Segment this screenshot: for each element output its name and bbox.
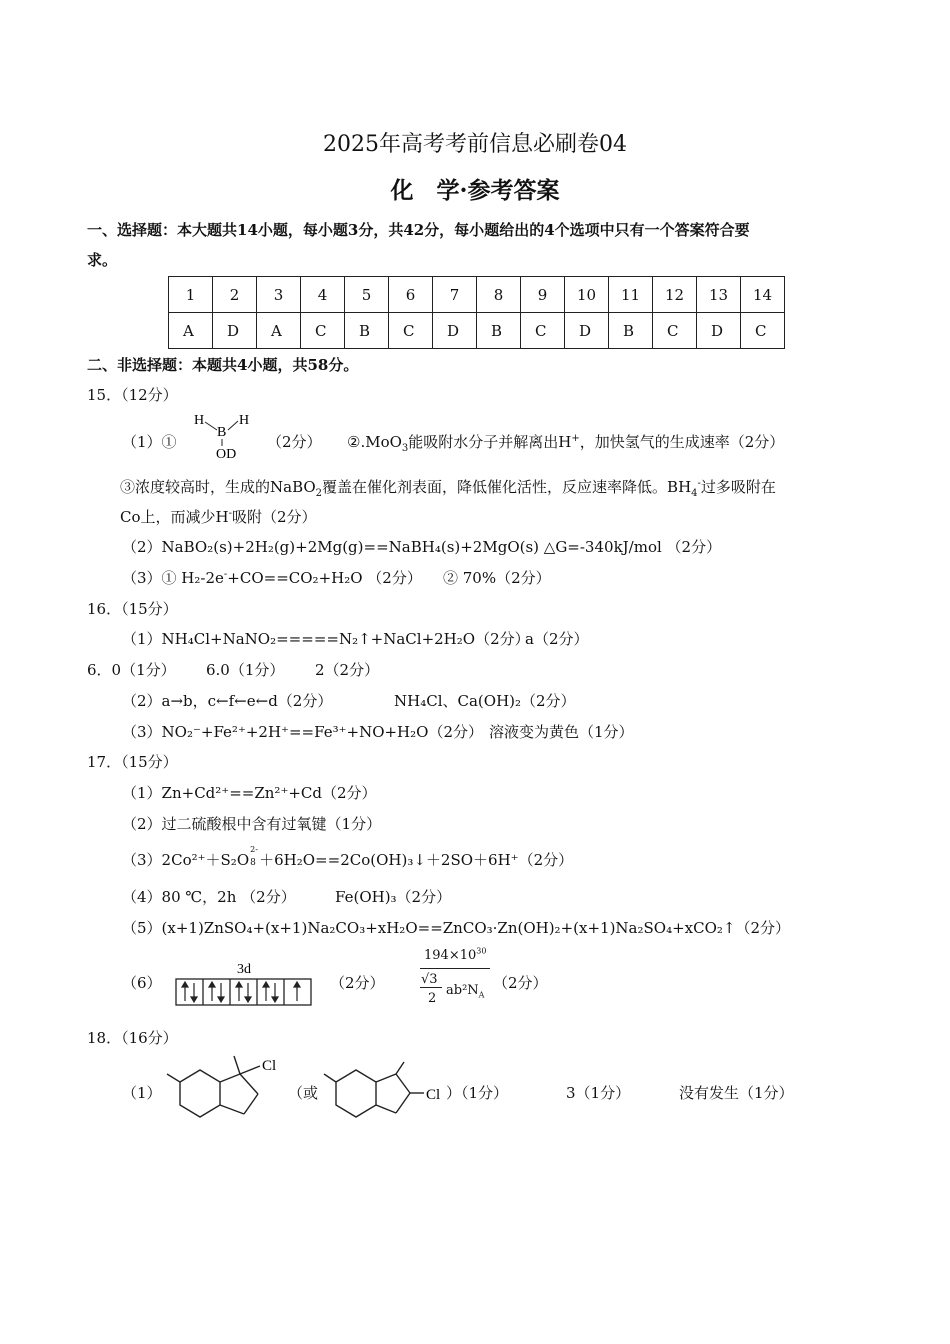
q18-p1-score: ）（1分） (446, 1084, 509, 1102)
orbital-box (176, 979, 311, 1005)
answer-cell: D (433, 313, 477, 349)
q16-p1: （1）NH₄Cl+NaNO₂=====N₂↑+NaCl+2H₂O（2分） (122, 630, 530, 648)
q16-line6-b: 6.0（1分） (206, 661, 285, 679)
answer-table (168, 276, 785, 349)
q15-p1-label: （1）① (122, 433, 177, 451)
question-number-cell: 14 (741, 277, 785, 313)
answer-cell: C (389, 313, 433, 349)
question-number-cell: 10 (565, 277, 609, 313)
fraction-2: 2 (428, 991, 437, 1006)
answer-cell: A (169, 313, 213, 349)
q16-heading: 16．（15分） (87, 600, 178, 618)
answer-cell: C (521, 313, 565, 349)
answer-cell: D (213, 313, 257, 349)
orbital-diagram (174, 957, 314, 1009)
orbital-label: 3d (237, 962, 251, 977)
q15-p3-b: ② 70%（2分） (443, 569, 551, 587)
molecule-structure-1 (164, 1052, 284, 1124)
document-subtitle: 化 学·参考答案 (390, 177, 560, 204)
answer-cell: B (345, 313, 389, 349)
question-number-cell: 6 (389, 277, 433, 313)
q15-p3: （3）① H₂-2e-+CO==CO₂+H₂O （2分） (122, 569, 422, 587)
fraction-bar (420, 968, 490, 969)
q17-heading: 17．（15分） (87, 753, 178, 771)
struct-h-right: H (239, 413, 250, 428)
question-number-cell: 12 (653, 277, 697, 313)
q17-p4-b: Fe(OH)₃（2分） (335, 888, 452, 906)
q16-p2: （2）a→b，c←f←e←d（2分） (122, 692, 333, 710)
answer-cell: D (697, 313, 741, 349)
fraction-sqrt3: √3 (421, 972, 438, 987)
q15-p1-3-cont: Co上，而减少H-吸附（2分） (120, 508, 317, 526)
question-number-cell: 13 (697, 277, 741, 313)
struct-h-left: H (194, 413, 205, 428)
q16-p2-b: NH₄Cl、Ca(OH)₂（2分） (394, 692, 576, 710)
q17-p3: （3）2Co²⁺＋S₂O 2- 8 ＋6H₂O==2Co(OH)₃↓＋2SO＋6H⁺（2分） (122, 845, 574, 869)
question-number-cell: 1 (169, 277, 213, 313)
question-number-cell: 5 (345, 277, 389, 313)
q17-p1: （1）Zn+Cd²⁺==Zn²⁺+Cd（2分） (122, 784, 377, 802)
struct-od: OD (216, 447, 237, 462)
question-number-cell: 11 (609, 277, 653, 313)
q18-p1-c: 没有发生（1分） (679, 1084, 794, 1102)
question-number-cell: 8 (477, 277, 521, 313)
q18-p1-b: 3（1分） (566, 1084, 631, 1102)
electron-arrows (182, 982, 300, 1002)
answer-cell: D (565, 313, 609, 349)
answer-cell: C (301, 313, 345, 349)
chlorine-label-2: Cl (426, 1087, 441, 1103)
q16-line6-a: 6．0（1分） (87, 661, 176, 679)
answer-cell: C (741, 313, 785, 349)
question-number-cell: 4 (301, 277, 345, 313)
q15-heading: 15．（12分） (87, 386, 178, 404)
chlorine-label-1: Cl (262, 1058, 277, 1074)
question-number-cell: 9 (521, 277, 565, 313)
question-number-cell: 3 (257, 277, 301, 313)
q17-p4: （4）80 ℃，2h （2分） (122, 888, 296, 906)
q15-p1-3: ③浓度较高时，生成的NaBO$_2$覆盖在催化剂表面，降低催化活性，反应速率降低。$BH_4^-$过多吸附在 (120, 478, 776, 499)
q17-p6-label: （6） (122, 974, 162, 992)
molecule-structure-2 (320, 1060, 450, 1126)
question-number-cell: 7 (433, 277, 477, 313)
section2-heading: 二、非选择题：本题共4小题，共58分。 (87, 356, 359, 374)
q17-p5: （5）(x+1)ZnSO₄+(x+1)Na₂CO₃+xH₂O==ZnCO₃·Zn(OH)₂+(x+1)Na₂SO₄+xCO₂↑（2分） (122, 919, 791, 937)
boron-structure (190, 408, 260, 464)
q15-p1-part2: ②.MoO$_3$能吸附水分子并解离出H+，加快氢气的生成速率（2分） (347, 433, 785, 454)
q16-line6-c: 2（2分） (315, 661, 380, 679)
answer-cell: B (609, 313, 653, 349)
fraction-numerator: $194\times 10^{30}$ (424, 946, 487, 963)
document-title: 2025年高考考前信息必刷卷04 (323, 132, 627, 157)
fraction-inner-bar (420, 987, 442, 988)
q17-p6-score1: （2分） (330, 974, 385, 992)
question-number-cell: 2 (213, 277, 257, 313)
q16-p3: （3）NO₂⁻+Fe²⁺+2H⁺==Fe³⁺+NO+H₂O（2分） (122, 723, 483, 741)
struct-b: B (217, 425, 227, 440)
bond-bh1 (205, 422, 217, 430)
section1-heading-cont: 求。 (87, 251, 118, 269)
section1-heading: 一、选择题：本大题共14小题，每小题3分，共42分，每小题给出的4个选项中只有一个答案符合要 (87, 221, 750, 239)
q16-p3-b: 溶液变为黄色（1分） (489, 723, 634, 741)
q18-or: （或 (288, 1084, 319, 1102)
q17-p6-score2: （2分） (493, 974, 548, 992)
q18-p1-label: （1） (122, 1084, 162, 1102)
bond-bh2 (228, 421, 238, 430)
q17-p2: （2）过二硫酸根中含有过氧键（1分） (122, 815, 382, 833)
answer-cell: B (477, 313, 521, 349)
q16-p1-b: a（2分） (525, 630, 589, 648)
q18-heading: 18．（16分） (87, 1029, 178, 1047)
q15-p1-score: （2分） (267, 433, 322, 451)
answer-cell: A (257, 313, 301, 349)
fraction-denominator: $ab^2N_A$ (446, 983, 485, 1000)
answer-cell: C (653, 313, 697, 349)
q15-p2: （2）NaBO₂(s)+2H₂(g)+2Mg(g)==NaBH₄(s)+2MgO(s) △G=-340kJ/mol （2分） (122, 538, 722, 556)
